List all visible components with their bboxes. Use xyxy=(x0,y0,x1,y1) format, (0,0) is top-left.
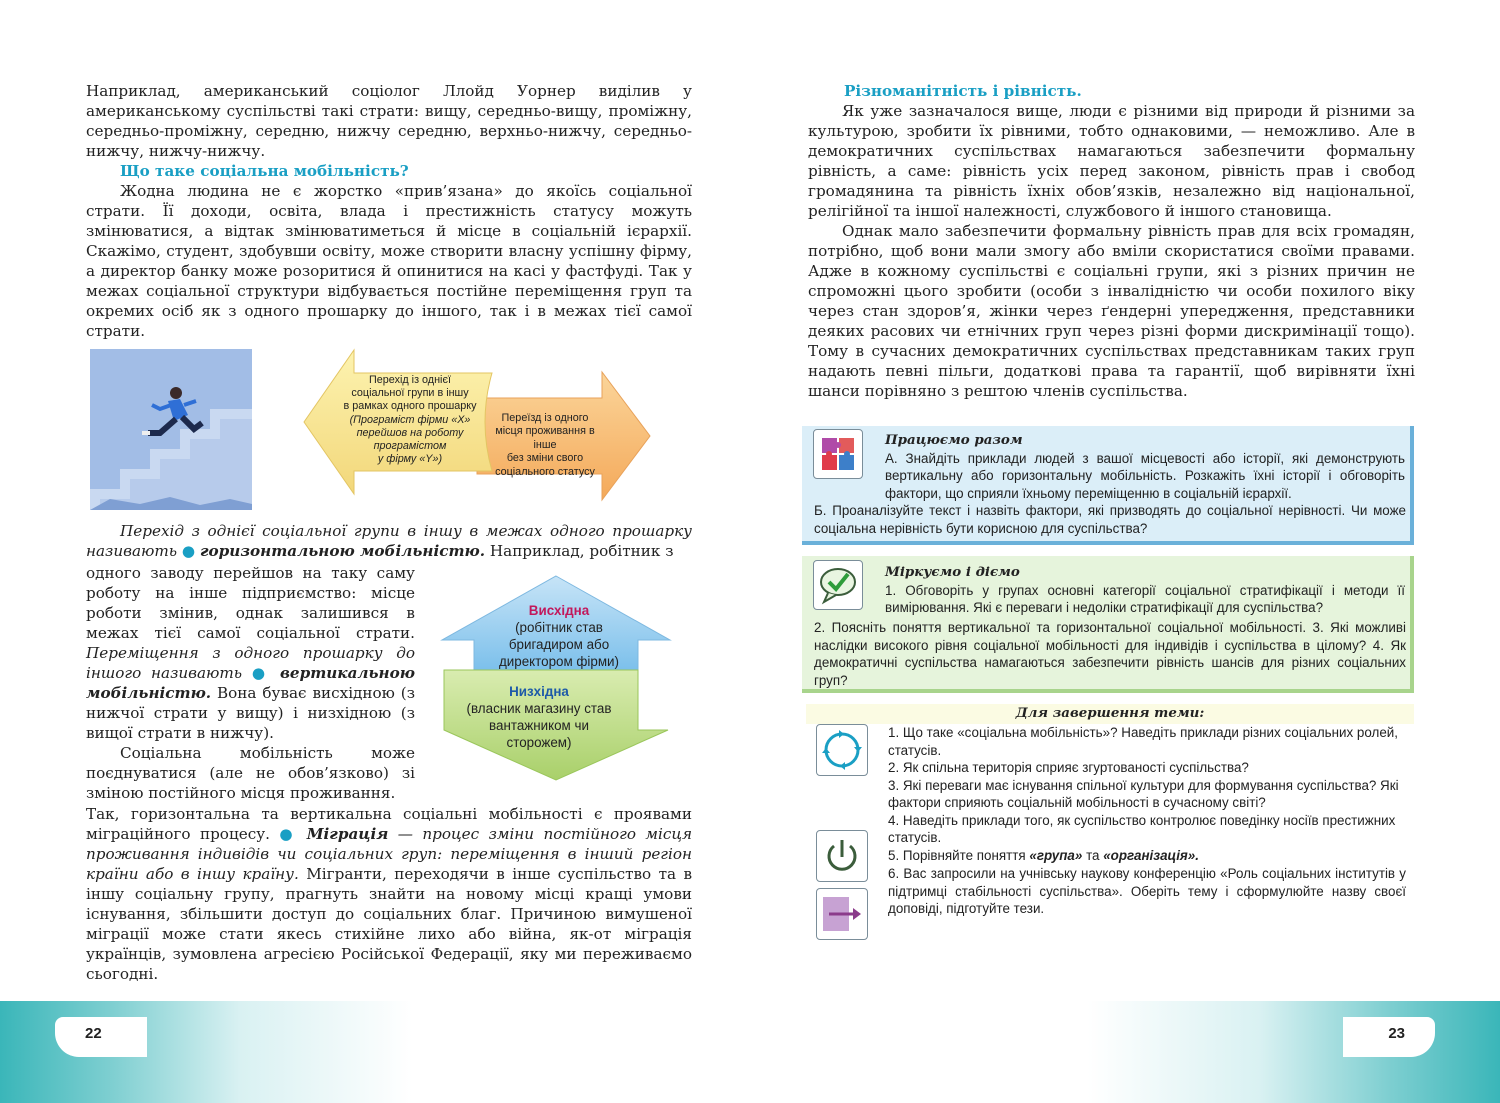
migration-definition: — процес зміни постійного місця проживання індивідів чи соціальних груп: переміщення в інший регіон країни або в іншу країну. xyxy=(86,825,692,883)
arrow-left-line: Перехід із однієї xyxy=(369,374,451,386)
think-act-content xyxy=(885,564,1405,617)
vertical-mobility-diagram xyxy=(424,570,688,784)
paragraph-formal-equality: Однак мало забезпечити формальну рівність прав для всіх громадян, потрібно, щоб вони мали змогу або вміли скористатися своїми правами. Адже в кожному суспільстві є соціальні групи, які з різних причин не спроможні цього зробити (особи з інвалідністю чи особи похилого віку через стан здоров’я, жінки через ґендерні упередження, представники деяких расових чи етнічних груп через різні форми дискримінації тощо). Тому в сучасних демократичних суспільствах представникам таких груп надають певні пільги, додаткові права та гарантії, щоб вирівняти їхні шанси порівняно з рештою членів суспільства. xyxy=(808,222,1415,400)
think-act-title: Міркуємо і діємо xyxy=(885,564,1020,580)
horizontal-after: Наприклад, робітник з xyxy=(489,542,674,560)
upward-line: директором фірми) xyxy=(498,654,620,669)
arrow-right-line: соціального статусу xyxy=(495,465,595,478)
arrow-left-line: в рамках одного прошарку xyxy=(343,400,477,413)
paragraph-mobility: Жодна людина не є жорстко «прив’язана» до якоїсь соціальної страти. Її доходи, освіта, влада і престижність статусу можуть змінюватися, а відтак змінюватиметься й місце в соціальній ієрархії. Скажімо, студент, здобувши освіту, може створити власну успішну фірму, а директор банку може розоритися й опинитися на касі у фастфуді. Так у межах соціальної структури відбувається постійне переміщення груп та окремих осіб як з одного прошарку до іншого, так і в межах тієї самої страти. xyxy=(86,182,692,340)
teamwork-content xyxy=(885,432,1405,502)
conclusion-item: 1. Що таке «соціальна мобільність»? Наведіть приклади різних соціальних ролей, статусів. xyxy=(888,725,1398,758)
item5-mid: та xyxy=(1086,847,1100,863)
term-marker: ● xyxy=(279,825,298,843)
intro-paragraph: Наприклад, американський соціолог Ллойд Уорнер виділив у американському суспільстві такі страти: вищу, середньо-вищу, проміжну, середньо-проміжну, середню, нижчу середню, верхньо-нижчу, середньо-нижчу, нижчу-нижчу. xyxy=(86,82,692,160)
page-number-right: 23 xyxy=(1343,1017,1435,1057)
arrow-left-line: соціальної групи в іншу xyxy=(351,387,469,400)
migration-term: Міграція xyxy=(306,825,389,843)
term-marker: ● xyxy=(181,542,196,560)
conclusion-item: 6. Вас запросили на учнівську наукову конференцію «Роль соціальних інститутів у підтримці стабільності суспільства». Оберіть тему і сформулюйте назву своєї доповіді, підготуйте тези. xyxy=(888,866,1406,916)
teamwork-title: Працюємо разом xyxy=(885,432,1023,448)
downward-line: вантажником чи xyxy=(489,718,589,733)
think-act-question-1: 1. Обговоріть у групах основні категорії соціальної стратифікації і методи її вимірювання. Які є переваги і недоліки стратифікації для суспільства? xyxy=(885,582,1405,615)
arrow-right-line: Переїзд із одного xyxy=(501,412,589,424)
conclusion-title: Для завершення теми: xyxy=(1015,705,1205,721)
downward-line: сторожем) xyxy=(506,735,572,750)
downward-title: Низхідна xyxy=(509,684,569,699)
conclusion-item: 2. Як спільна територія сприяє згуртованості суспільства? xyxy=(888,760,1249,775)
upward-line: (робітник став xyxy=(515,620,603,635)
residence-paragraph: Соціальна мобільність може поєднуватися (але не обов’язково) зі зміною постійного місця проживання. xyxy=(86,744,415,802)
cycle-arrows-icon xyxy=(816,724,868,776)
arrow-right-line: місця проживання в інше xyxy=(495,425,595,451)
arrow-left-example: перейшов на роботу xyxy=(356,426,464,439)
conclusion-item-5 xyxy=(888,847,1406,865)
conclusion-item: 4. Наведіть приклади того, як суспільство контролює поведінку носіїв престижних статусів. xyxy=(888,812,1396,845)
conclusion-items xyxy=(888,724,1406,918)
think-act-questions-2-4: 2. Поясніть поняття вертикальної та горизонтальної соціальної мобільності. 3. Які можливі наслідки високого рівня соціальної мобільності для індивідів і суспільства в цілому? 4. Як демократичні суспільства намагаються забезпечити рівність шансів для різних соціальних груп? xyxy=(814,620,1406,688)
stairs-illustration xyxy=(90,349,252,510)
item5-term-organization: «організація». xyxy=(1103,847,1199,863)
teamwork-task-a: А. Знайдіть приклади людей з вашої місцевості або історії, які демонструють вертикальну або горизонтальну мобільність. Розкажіть їхні історії і обговоріть фактори, що сприяли їхньому переміщенню в соціальній ієрархії. xyxy=(885,450,1405,501)
term-marker: ● xyxy=(251,664,271,682)
conclusion-item: 3. Які переваги має існування спільної культури для формування суспільства? Які фактори сприяють соціальній мобільності в сучасному світі? xyxy=(888,777,1399,810)
right-page xyxy=(750,0,1500,1103)
migration-paragraph xyxy=(86,804,692,984)
puzzle-icon xyxy=(813,429,863,479)
arrow-left-example: (Програміст фірми «Х» xyxy=(349,413,471,426)
checkmark-speech-icon xyxy=(813,560,863,610)
paragraph-equality: Як уже зазначалося вище, люди є різними від природи й різними за культурою, зробити їх рівними, тобто однаковими, — неможливо. Але в демократичних суспільствах намагаються забезпечити формальну рівність, а саме: рівність усіх перед законом, рівність прав і свобод громадянина та рівність їхніх обов’язків, незалежно від національної, релігійної та іншої належності, службового й іншого становища. xyxy=(808,102,1415,220)
vertical-definition-text: Переміщення з одного прошарку до іншого називають xyxy=(86,644,415,682)
horizontal-definition-text: Перехід з однієї соціальної групи в іншу в межах одного прошарку називають xyxy=(86,522,692,560)
item5-term-group: «група» xyxy=(1029,847,1083,863)
power-icon xyxy=(816,830,868,882)
worker-example-text: одного заводу перейшов на таку саму роботу на інше підприємство: місце роботи змінив, однак залишився в межах тієї самої соціальної страти. xyxy=(86,564,415,642)
migration-intro: Так, горизонтальна та вертикальна соціальні мобільності є проявами міграційного процесу. xyxy=(86,805,692,843)
upward-line: бригадиром або xyxy=(508,637,610,652)
wrapped-column xyxy=(86,563,415,803)
vertical-term: вертикальною мобільністю. xyxy=(86,664,415,702)
arrow-right-line: без зміни свого xyxy=(506,452,584,465)
exit-arrow-icon xyxy=(816,888,868,940)
page-number-left: 22 xyxy=(55,1017,147,1057)
arrow-left-example: програмістом xyxy=(373,440,447,453)
teamwork-task-b: Б. Проаналізуйте текст і назвіть фактори, які призводять до соціальної нерівності. Чи може соціальна нерівність бути корисною для суспільства? xyxy=(814,503,1406,536)
section-heading-mobility: Що таке соціальна мобільність? xyxy=(120,162,409,180)
vertical-after: Вона буває висхідною (з нижчої страти у вищу) і низхідною (з вищої страти в нижчу). xyxy=(86,684,415,742)
horizontal-term: горизонтальною мобільністю. xyxy=(199,542,486,560)
horizontal-migration-arrows xyxy=(302,348,652,512)
worker-example xyxy=(86,563,415,743)
migration-rest: Мігранти, переходячи в інше суспільство та в іншу соціальну групу, прагнуть знайти на новому місці кращі умови існування, збільшити доступ до соціальних благ. Причиною вимушеної міграції може стати якесь стихійне лихо або війна, як-от міграція українців, зумовлена агресією Російської Федерації, яку ми переживаємо сьогодні. xyxy=(86,865,692,983)
horizontal-mobility-definition xyxy=(86,521,692,561)
upward-title: Висхідна xyxy=(528,603,590,618)
arrow-left-example: у фірму «Y») xyxy=(377,453,443,466)
downward-line: (власник магазину став xyxy=(466,701,612,716)
section-heading-diversity: Різноманітність і рівність. xyxy=(844,82,1082,100)
item5-start: 5. Порівняйте поняття xyxy=(888,847,1026,863)
